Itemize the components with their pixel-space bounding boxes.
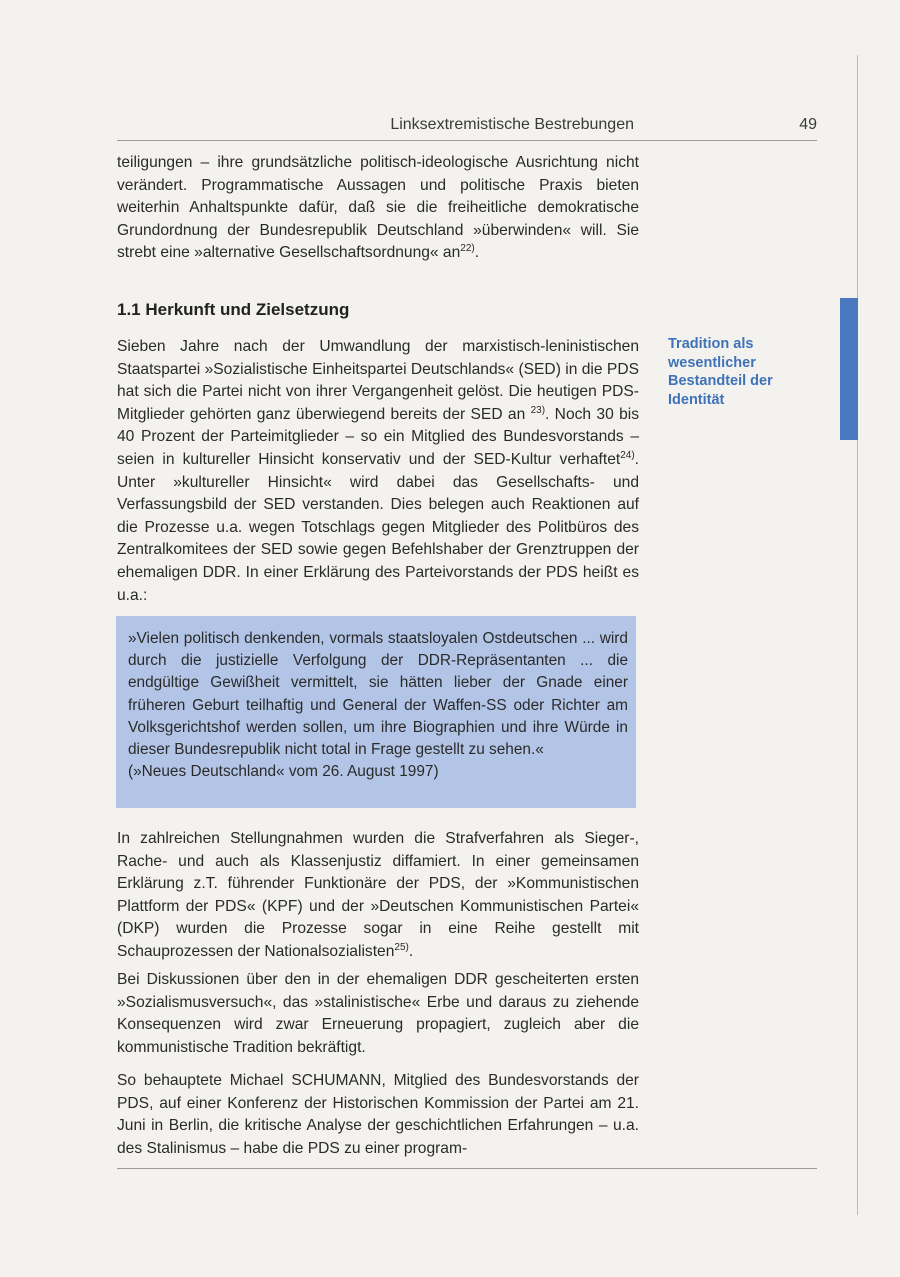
paragraph-2-end: . [408,942,414,960]
margin-note: Tradition als wesentlicher Bestandteil der Identität [668,336,773,408]
footnote-ref: 25) [394,941,409,953]
paragraph-3: Bei Diskussionen über den in der ehemaligen DDR gescheiterten ersten »Sozialismusversuch«, das »stalinistische« Erbe und daraus zu ziehende Konsequenzen wird zwar Erneuerung propagiert, zugleich aber die kommunistische Tradition bekräftigt. [117,971,639,1056]
footnote-ref: 22) [460,243,475,255]
paragraph-1-text-b: . Noch 30 bis 40 Prozent der Parteimitglieder – so ein Mitglied des Bundesvorstands – seien in kultureller Hinsicht konservativ und der SED-Kultur verhaftet [117,405,640,468]
header-rule [117,140,817,141]
running-header-title: Linksextremistische Bestrebungen [390,116,634,133]
page-number: 49 [799,116,817,133]
paragraph-1 [117,336,639,607]
paragraph-1-block [117,336,639,607]
quote-source: (»Neues Deutschland« vom 26. August 1997) [128,763,439,781]
intro-paragraph-text: teiligungen – ihre grundsätzliche politisch-ideologische Ausrichtung nicht verändert. Programmatische Aussagen und politische Praxis bieten weiterhin Anhaltspunkte dafür, daß sie die freiheitliche demokratische Grundordnung der Bundesrepublik Deutschland »überwinden« will. Sie strebt eine »alternative Gesellschaftsordnung« an [117,154,639,262]
footnote-ref: 23) [530,404,546,416]
intro-paragraph-block [117,152,639,265]
chapter-tab-marker [840,298,858,440]
paragraph-2-block [117,828,639,964]
quote-text: »Vielen politisch denkenden, vormals staatsloyalen Ostdeutschen ... wird durch die justizielle Verfolgung der DDR-Repräsentanten ... die endgültige Gewißheit vermittelt, sie hätten lieber der Gnade einer früheren Geburt teilhaftig und General der Waffen-SS oder Richter am Volksgerichtshof werden sollen, um ihre Biographien und ihre Würde in dieser Bundesrepublik nicht total in Frage gestellt zu sehen.« [128,630,628,759]
paragraph-1-text-c: . Unter »kultureller Hinsicht« wird dabei das Gesellschafts- und Verfassungsbild der SED verstanden. Dies belegen auch Reaktionen auf die Prozesse u.a. wegen Totschlags gegen Mitglieder des Politbüros des Zentralkomitees der SED sowie gegen Befehlshaber der Grenztruppen der ehemaligen DDR. In einer Erklärung des Parteivorstands der PDS heißt es u.a.: [117,450,639,604]
paragraph-3-block [117,969,639,1059]
paragraph-2 [117,828,639,964]
paragraph-2-text: In zahlreichen Stellungnahmen wurden die Strafverfahren als Sieger-, Rache- und auch als Klassenjustiz diffamiert. In einer gemeinsamen Erklärung z.T. führender Funktionäre der PDS, der »Kommunistischen Plattform der PDS« (KPF) und der »Deutschen Kommunistischen Partei« (DKP) wurden die Prozesse sogar in eine Reihe gestellt mit Schauprozessen der Nationalsozialisten [117,830,639,960]
paragraph-4-block [117,1070,639,1160]
page-edge [857,55,858,1215]
footnote-ref: 24) [620,449,635,461]
paragraph-4: So behauptete Michael SCHUMANN, Mitglied des Bundesvorstands der PDS, auf einer Konferenz der Historischen Kommission der Partei am 21. Juni in Berlin, die kritische Analyse der geschichtlichen Erfahrungen – u.a. des Stalinismus – habe die PDS zu einer program- [117,1072,639,1157]
section-heading: 1.1 Herkunft und Zielsetzung [117,300,350,319]
intro-paragraph [117,152,639,265]
intro-paragraph-end: . [474,244,480,262]
footer-rule [117,1168,817,1169]
paragraph-1-text-a: Sieben Jahre nach der Umwandlung der marxistisch-leninistischen Staatspartei »Sozialistische Einheitspartei Deutschlands« (SED) in die PDS hat sich die Partei nicht von ihrer Vergangenheit gelöst. Die heutigen PDS-Mitglieder gehörten ganz überwiegend bereits der SED an [117,338,639,423]
running-header [117,116,817,138]
quote-box [116,616,636,808]
